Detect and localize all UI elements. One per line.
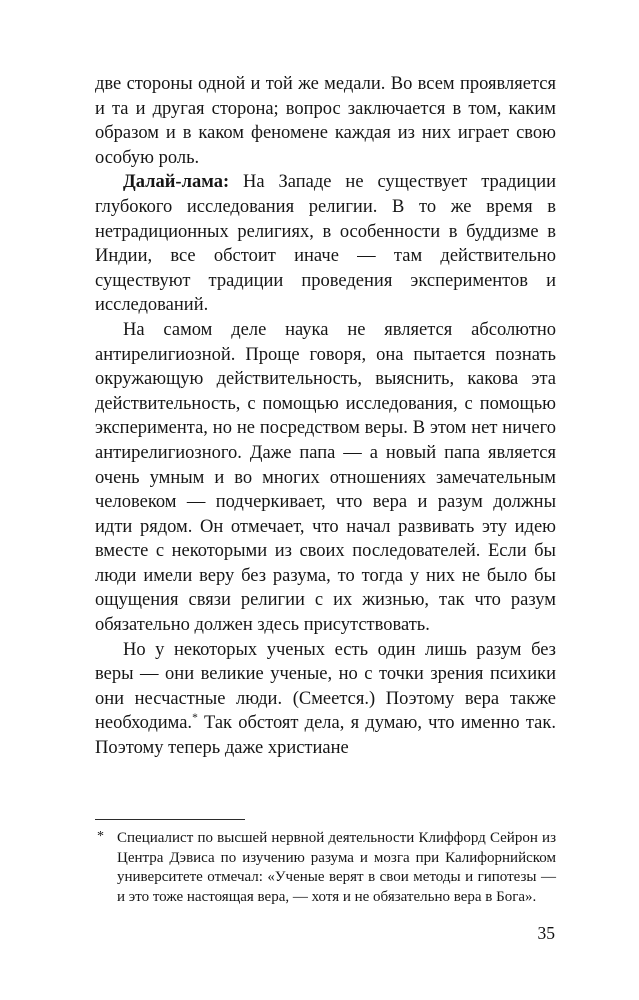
paragraph-text: На Западе не существует традиции глубокого исследования религии. В то же время в нетрадиционных религиях, в особенности в буддизме в Индии, все обстоит иначе — там действительно существуют традиции проведения экспериментов и исследований. (95, 172, 556, 316)
paragraph-text: Но у некоторых ученых есть один лишь разум без веры — они великие ученые, но с точки зрения психики они несчастные люди. (Смеется.) Поэтому вера также необходима. (95, 639, 556, 734)
paragraph-continuation (95, 72, 556, 170)
footnote-marker: * (97, 829, 104, 845)
footnote-text: Специалист по высшей нервной деятельности Клиффорд Сейрон из Центра Дэвиса по изучению разума и мозга при Калифорнийском университете отмечал: «Ученые верят в свои методы и гипотезы — и это тоже настоящая вера, — хотя и не обязательно вера в Бога». (117, 830, 556, 905)
speaker-label: Далай-лама: (123, 172, 230, 193)
paragraph-text: Так обстоят дела, я думаю, что именно так. Поэтому теперь даже христиане (95, 713, 556, 759)
paragraph-text: На самом деле наука не является абсолютно антирелигиозной. Проще говоря, она пытается познать окружающую действительность, выяснить, какова эта действительность, с помощью исследования, с помощью эксперимента, но не посредством веры. В этом нет ничего антирелигиозного. Даже папа — а новый папа является очень умным и во многих отношениях замечательным человеком — подчеркивает, что вера и разум должны идти рядом. Он отмечает, что начал развивать эту идею вместе с некоторыми из своих последователей. Если бы люди имели веру без разума, то тогда у них не было бы ощущения связи религии с их жизнью, так что разум обязательно должен здесь присутствовать. (95, 319, 556, 636)
footnote-reference: * (192, 712, 198, 725)
footnote-separator (95, 819, 245, 820)
footnote-area (95, 819, 556, 907)
paragraph-text: две стороны одной и той же медали. Во всем проявляется и та и другая сторона; вопрос заключается в том, каким образом и в каком феномене каждая из них играет свою особую роль. (95, 74, 556, 168)
page-body (95, 72, 556, 761)
paragraph-scientists (95, 638, 556, 761)
footnote (95, 829, 556, 907)
page-number: 35 (537, 923, 555, 943)
paragraph-science (95, 318, 556, 638)
paragraph-dalai-lama (95, 170, 556, 318)
